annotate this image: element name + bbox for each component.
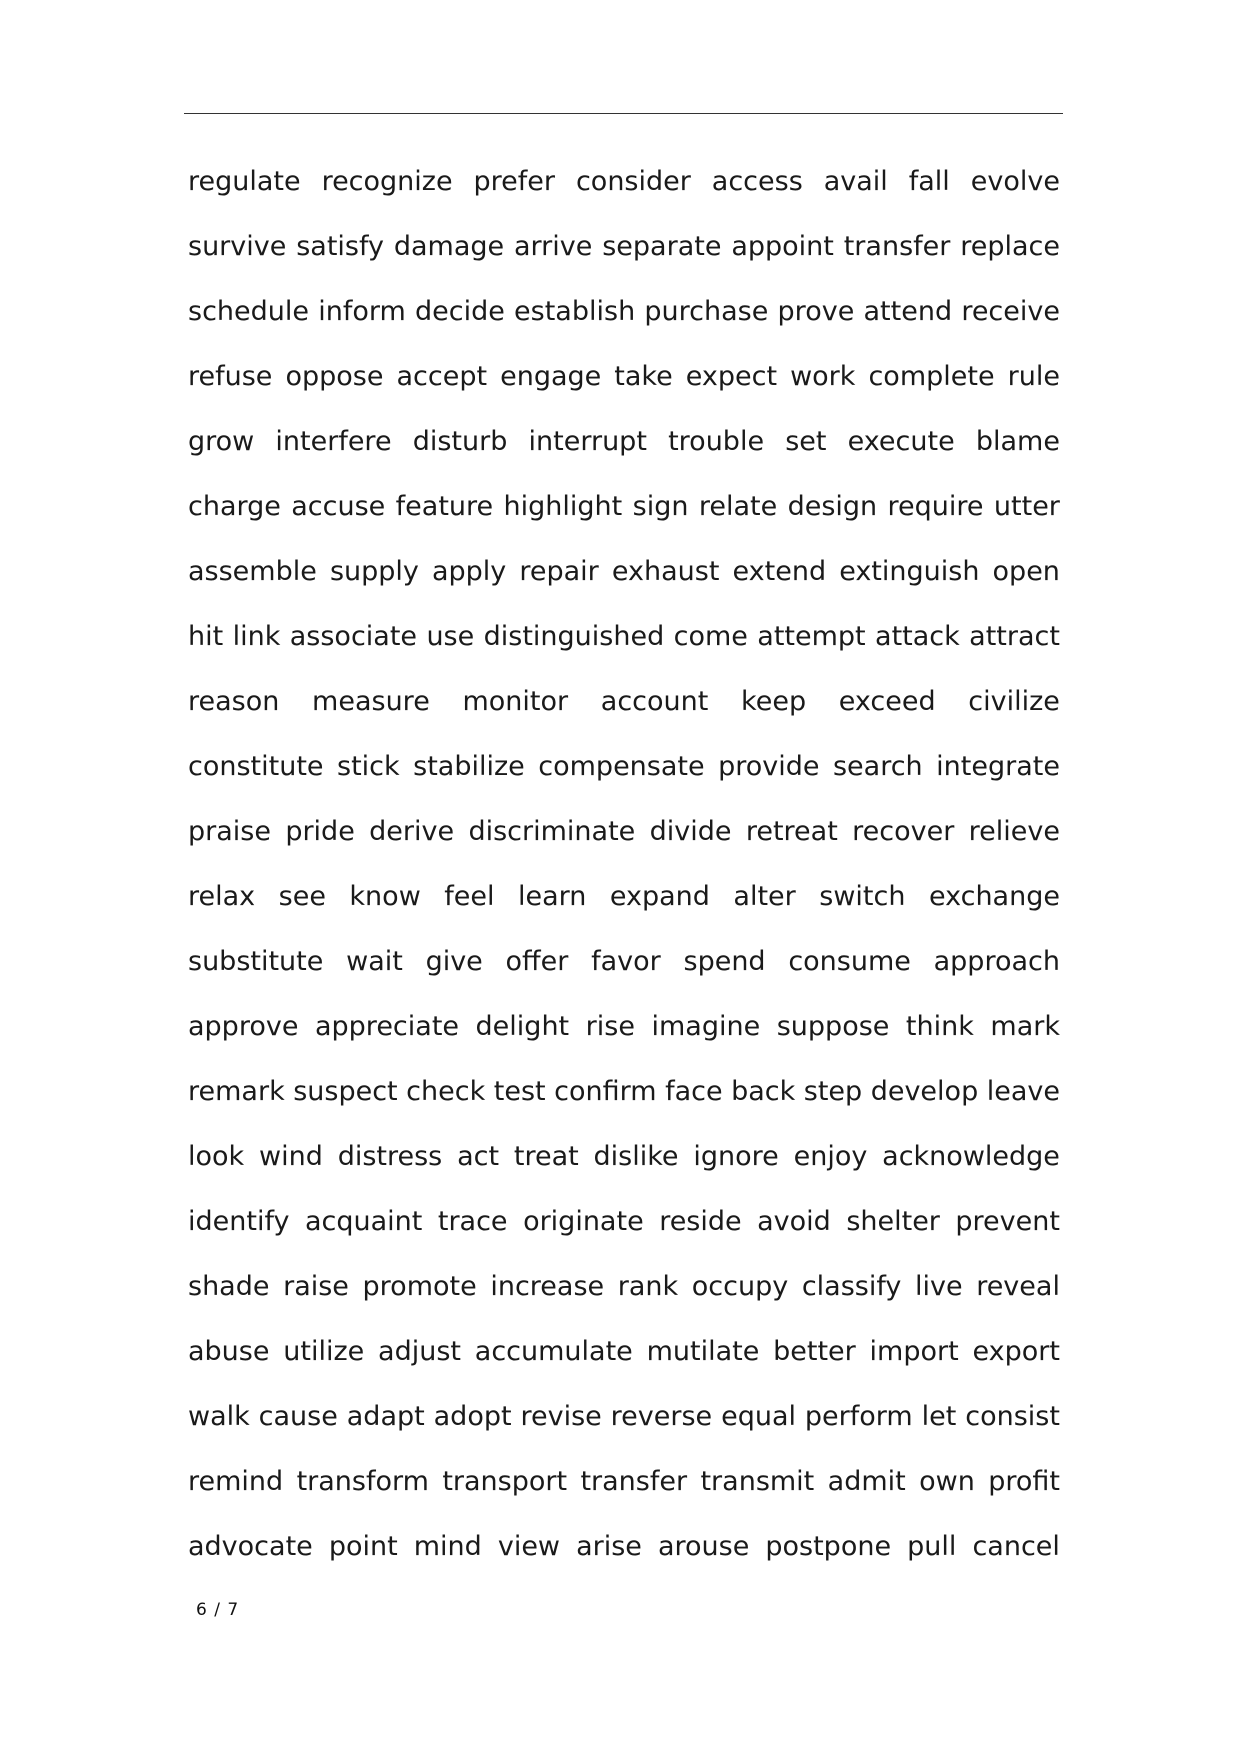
word: classify xyxy=(801,1271,902,1302)
text-line xyxy=(188,864,1060,929)
word: rank xyxy=(617,1271,679,1302)
text-line xyxy=(188,1319,1060,1384)
word: interrupt xyxy=(528,426,647,457)
word: prove xyxy=(777,296,855,327)
word: transfer xyxy=(580,1466,688,1497)
word: own xyxy=(919,1466,975,1497)
text-line xyxy=(188,214,1060,279)
word: supply xyxy=(329,556,419,587)
text-line xyxy=(188,1124,1060,1189)
word: act xyxy=(457,1141,500,1172)
word: repair xyxy=(519,556,599,587)
text-line xyxy=(188,1384,1060,1449)
text-line xyxy=(188,669,1060,734)
word: set xyxy=(785,426,827,457)
word: recognize xyxy=(321,166,453,197)
text-line xyxy=(188,1059,1060,1124)
word: promote xyxy=(362,1271,477,1302)
word: check xyxy=(406,1076,486,1107)
word: associate xyxy=(289,621,418,652)
word: trouble xyxy=(668,426,765,457)
word: arise xyxy=(576,1531,642,1562)
text-line xyxy=(188,344,1060,409)
text-line xyxy=(188,604,1060,669)
word: enjoy xyxy=(793,1141,868,1172)
word: praise xyxy=(188,816,271,847)
text-line xyxy=(188,279,1060,344)
word: execute xyxy=(847,426,955,457)
word: link xyxy=(232,621,281,652)
word: civilize xyxy=(968,686,1060,717)
word: suspect xyxy=(293,1076,398,1107)
word: remind xyxy=(188,1466,284,1497)
word: discriminate xyxy=(468,816,636,847)
word: trace xyxy=(437,1206,508,1237)
word: constitute xyxy=(188,751,324,782)
word: charge xyxy=(188,491,281,522)
word: attend xyxy=(863,296,953,327)
word: accuse xyxy=(291,491,386,522)
word: approve xyxy=(188,1011,299,1042)
text-line xyxy=(188,1514,1060,1579)
word: test xyxy=(493,1076,546,1107)
text-line xyxy=(188,734,1060,799)
text-line xyxy=(188,929,1060,994)
word: confirm xyxy=(554,1076,657,1107)
word: require xyxy=(887,491,984,522)
word: inform xyxy=(318,296,406,327)
text-line xyxy=(188,1449,1060,1514)
word: accept xyxy=(396,361,488,392)
word: recover xyxy=(852,816,955,847)
word: feel xyxy=(444,881,495,912)
word: acknowledge xyxy=(882,1141,1060,1172)
word: disturb xyxy=(412,426,508,457)
word: mutilate xyxy=(646,1336,760,1367)
word: establish xyxy=(514,296,636,327)
word: export xyxy=(972,1336,1060,1367)
word: integrate xyxy=(936,751,1060,782)
word: satisfy xyxy=(296,231,384,262)
word: purchase xyxy=(644,296,769,327)
word: measure xyxy=(312,686,430,717)
word: adjust xyxy=(378,1336,461,1367)
word: complete xyxy=(868,361,995,392)
header-rule xyxy=(184,113,1063,114)
word: reverse xyxy=(610,1401,713,1432)
word: switch xyxy=(819,881,906,912)
word: attract xyxy=(969,621,1060,652)
word: postpone xyxy=(765,1531,892,1562)
word: extinguish xyxy=(839,556,980,587)
word: ignore xyxy=(693,1141,779,1172)
word: transport xyxy=(442,1466,568,1497)
word: develop xyxy=(870,1076,979,1107)
word: keep xyxy=(741,686,807,717)
word: access xyxy=(711,166,803,197)
word: appreciate xyxy=(314,1011,460,1042)
word: give xyxy=(425,946,483,977)
word: receive xyxy=(961,296,1060,327)
word: consist xyxy=(965,1401,1060,1432)
word: retreat xyxy=(745,816,838,847)
word: attack xyxy=(875,621,960,652)
word: relax xyxy=(188,881,256,912)
word: raise xyxy=(283,1271,349,1302)
word: view xyxy=(497,1531,561,1562)
word: extend xyxy=(732,556,827,587)
word: perform xyxy=(804,1401,913,1432)
word: point xyxy=(328,1531,398,1562)
word: occupy xyxy=(691,1271,789,1302)
word: leave xyxy=(986,1076,1060,1107)
word: blame xyxy=(975,426,1060,457)
body-text xyxy=(188,149,1060,1579)
word: transfer xyxy=(843,231,951,262)
word: distress xyxy=(337,1141,443,1172)
word: grow xyxy=(188,426,255,457)
word: attempt xyxy=(757,621,866,652)
word: advocate xyxy=(188,1531,313,1562)
word: abuse xyxy=(188,1336,270,1367)
word: utilize xyxy=(283,1336,365,1367)
word: reside xyxy=(659,1206,742,1237)
word: interfere xyxy=(275,426,392,457)
text-line xyxy=(188,994,1060,1059)
word: think xyxy=(905,1011,974,1042)
word: dislike xyxy=(593,1141,679,1172)
word: adapt xyxy=(346,1401,425,1432)
word: stabilize xyxy=(413,751,525,782)
word: shade xyxy=(188,1271,270,1302)
word: wind xyxy=(259,1141,323,1172)
word: account xyxy=(600,686,709,717)
word: derive xyxy=(369,816,455,847)
word: substitute xyxy=(188,946,324,977)
word: treat xyxy=(513,1141,579,1172)
word: engage xyxy=(500,361,602,392)
text-line xyxy=(188,1189,1060,1254)
word: refuse xyxy=(188,361,273,392)
word: work xyxy=(790,361,856,392)
word: alter xyxy=(733,881,796,912)
word: relate xyxy=(698,491,778,522)
word: reason xyxy=(188,686,280,717)
word: assemble xyxy=(188,556,317,587)
word: exhaust xyxy=(611,556,720,587)
word: search xyxy=(832,751,923,782)
word: adopt xyxy=(433,1401,512,1432)
word: provide xyxy=(718,751,820,782)
word: rise xyxy=(585,1011,635,1042)
word: rule xyxy=(1007,361,1060,392)
word: back xyxy=(731,1076,796,1107)
word: see xyxy=(278,881,326,912)
word: cancel xyxy=(972,1531,1060,1562)
word: prefer xyxy=(473,166,556,197)
word: schedule xyxy=(188,296,309,327)
word: use xyxy=(426,621,475,652)
word: shelter xyxy=(846,1206,940,1237)
word: learn xyxy=(517,881,587,912)
word: wait xyxy=(346,946,403,977)
word: revise xyxy=(520,1401,602,1432)
word: regulate xyxy=(188,166,301,197)
word: monitor xyxy=(462,686,569,717)
text-line xyxy=(188,474,1060,539)
word: pull xyxy=(907,1531,957,1562)
word: better xyxy=(773,1336,856,1367)
word: suppose xyxy=(776,1011,890,1042)
word: decide xyxy=(414,296,505,327)
word: pride xyxy=(285,816,355,847)
word: open xyxy=(992,556,1060,587)
word: prevent xyxy=(955,1206,1060,1237)
word: damage xyxy=(393,231,505,262)
word: replace xyxy=(960,231,1060,262)
word: consider xyxy=(575,166,691,197)
word: live xyxy=(914,1271,963,1302)
word: evolve xyxy=(970,166,1060,197)
text-line xyxy=(188,799,1060,864)
page-number: 6 / 7 xyxy=(196,1600,240,1620)
word: expect xyxy=(685,361,778,392)
word: come xyxy=(673,621,748,652)
word: take xyxy=(614,361,673,392)
word: exchange xyxy=(928,881,1060,912)
word: design xyxy=(787,491,878,522)
word: step xyxy=(803,1076,863,1107)
word: import xyxy=(869,1336,959,1367)
word: cause xyxy=(258,1401,338,1432)
word: let xyxy=(921,1401,957,1432)
word: face xyxy=(665,1076,723,1107)
word: hit xyxy=(188,621,224,652)
word: appoint xyxy=(731,231,834,262)
word: survive xyxy=(188,231,287,262)
word: profit xyxy=(988,1466,1060,1497)
word: divide xyxy=(649,816,732,847)
word: accumulate xyxy=(474,1336,633,1367)
word: expand xyxy=(609,881,710,912)
word: acquaint xyxy=(304,1206,423,1237)
word: distinguished xyxy=(483,621,665,652)
word: sign xyxy=(632,491,689,522)
word: arrive xyxy=(514,231,593,262)
word: feature xyxy=(395,491,494,522)
word: originate xyxy=(523,1206,644,1237)
word: consume xyxy=(788,946,911,977)
word: relieve xyxy=(968,816,1060,847)
word: separate xyxy=(602,231,722,262)
word: exceed xyxy=(838,686,936,717)
text-line xyxy=(188,539,1060,604)
word: identify xyxy=(188,1206,290,1237)
word: oppose xyxy=(285,361,384,392)
word: walk xyxy=(188,1401,250,1432)
word: highlight xyxy=(503,491,623,522)
word: compensate xyxy=(538,751,705,782)
word: transform xyxy=(296,1466,429,1497)
word: mind xyxy=(413,1531,482,1562)
word: favor xyxy=(591,946,661,977)
word: increase xyxy=(490,1271,605,1302)
text-line xyxy=(188,409,1060,474)
word: equal xyxy=(721,1401,796,1432)
word: utter xyxy=(993,491,1060,522)
word: fall xyxy=(908,166,950,197)
word: mark xyxy=(990,1011,1060,1042)
word: arouse xyxy=(657,1531,750,1562)
word: imagine xyxy=(651,1011,761,1042)
word: offer xyxy=(505,946,569,977)
text-line xyxy=(188,149,1060,214)
word: remark xyxy=(188,1076,285,1107)
text-line xyxy=(188,1254,1060,1319)
word: avail xyxy=(823,166,888,197)
word: transmit xyxy=(700,1466,815,1497)
word: know xyxy=(349,881,421,912)
word: reveal xyxy=(976,1271,1060,1302)
word: apply xyxy=(431,556,507,587)
word: delight xyxy=(475,1011,570,1042)
word: avoid xyxy=(757,1206,831,1237)
word: look xyxy=(188,1141,245,1172)
word: admit xyxy=(827,1466,906,1497)
word: spend xyxy=(683,946,766,977)
word: approach xyxy=(933,946,1060,977)
word: stick xyxy=(337,751,400,782)
